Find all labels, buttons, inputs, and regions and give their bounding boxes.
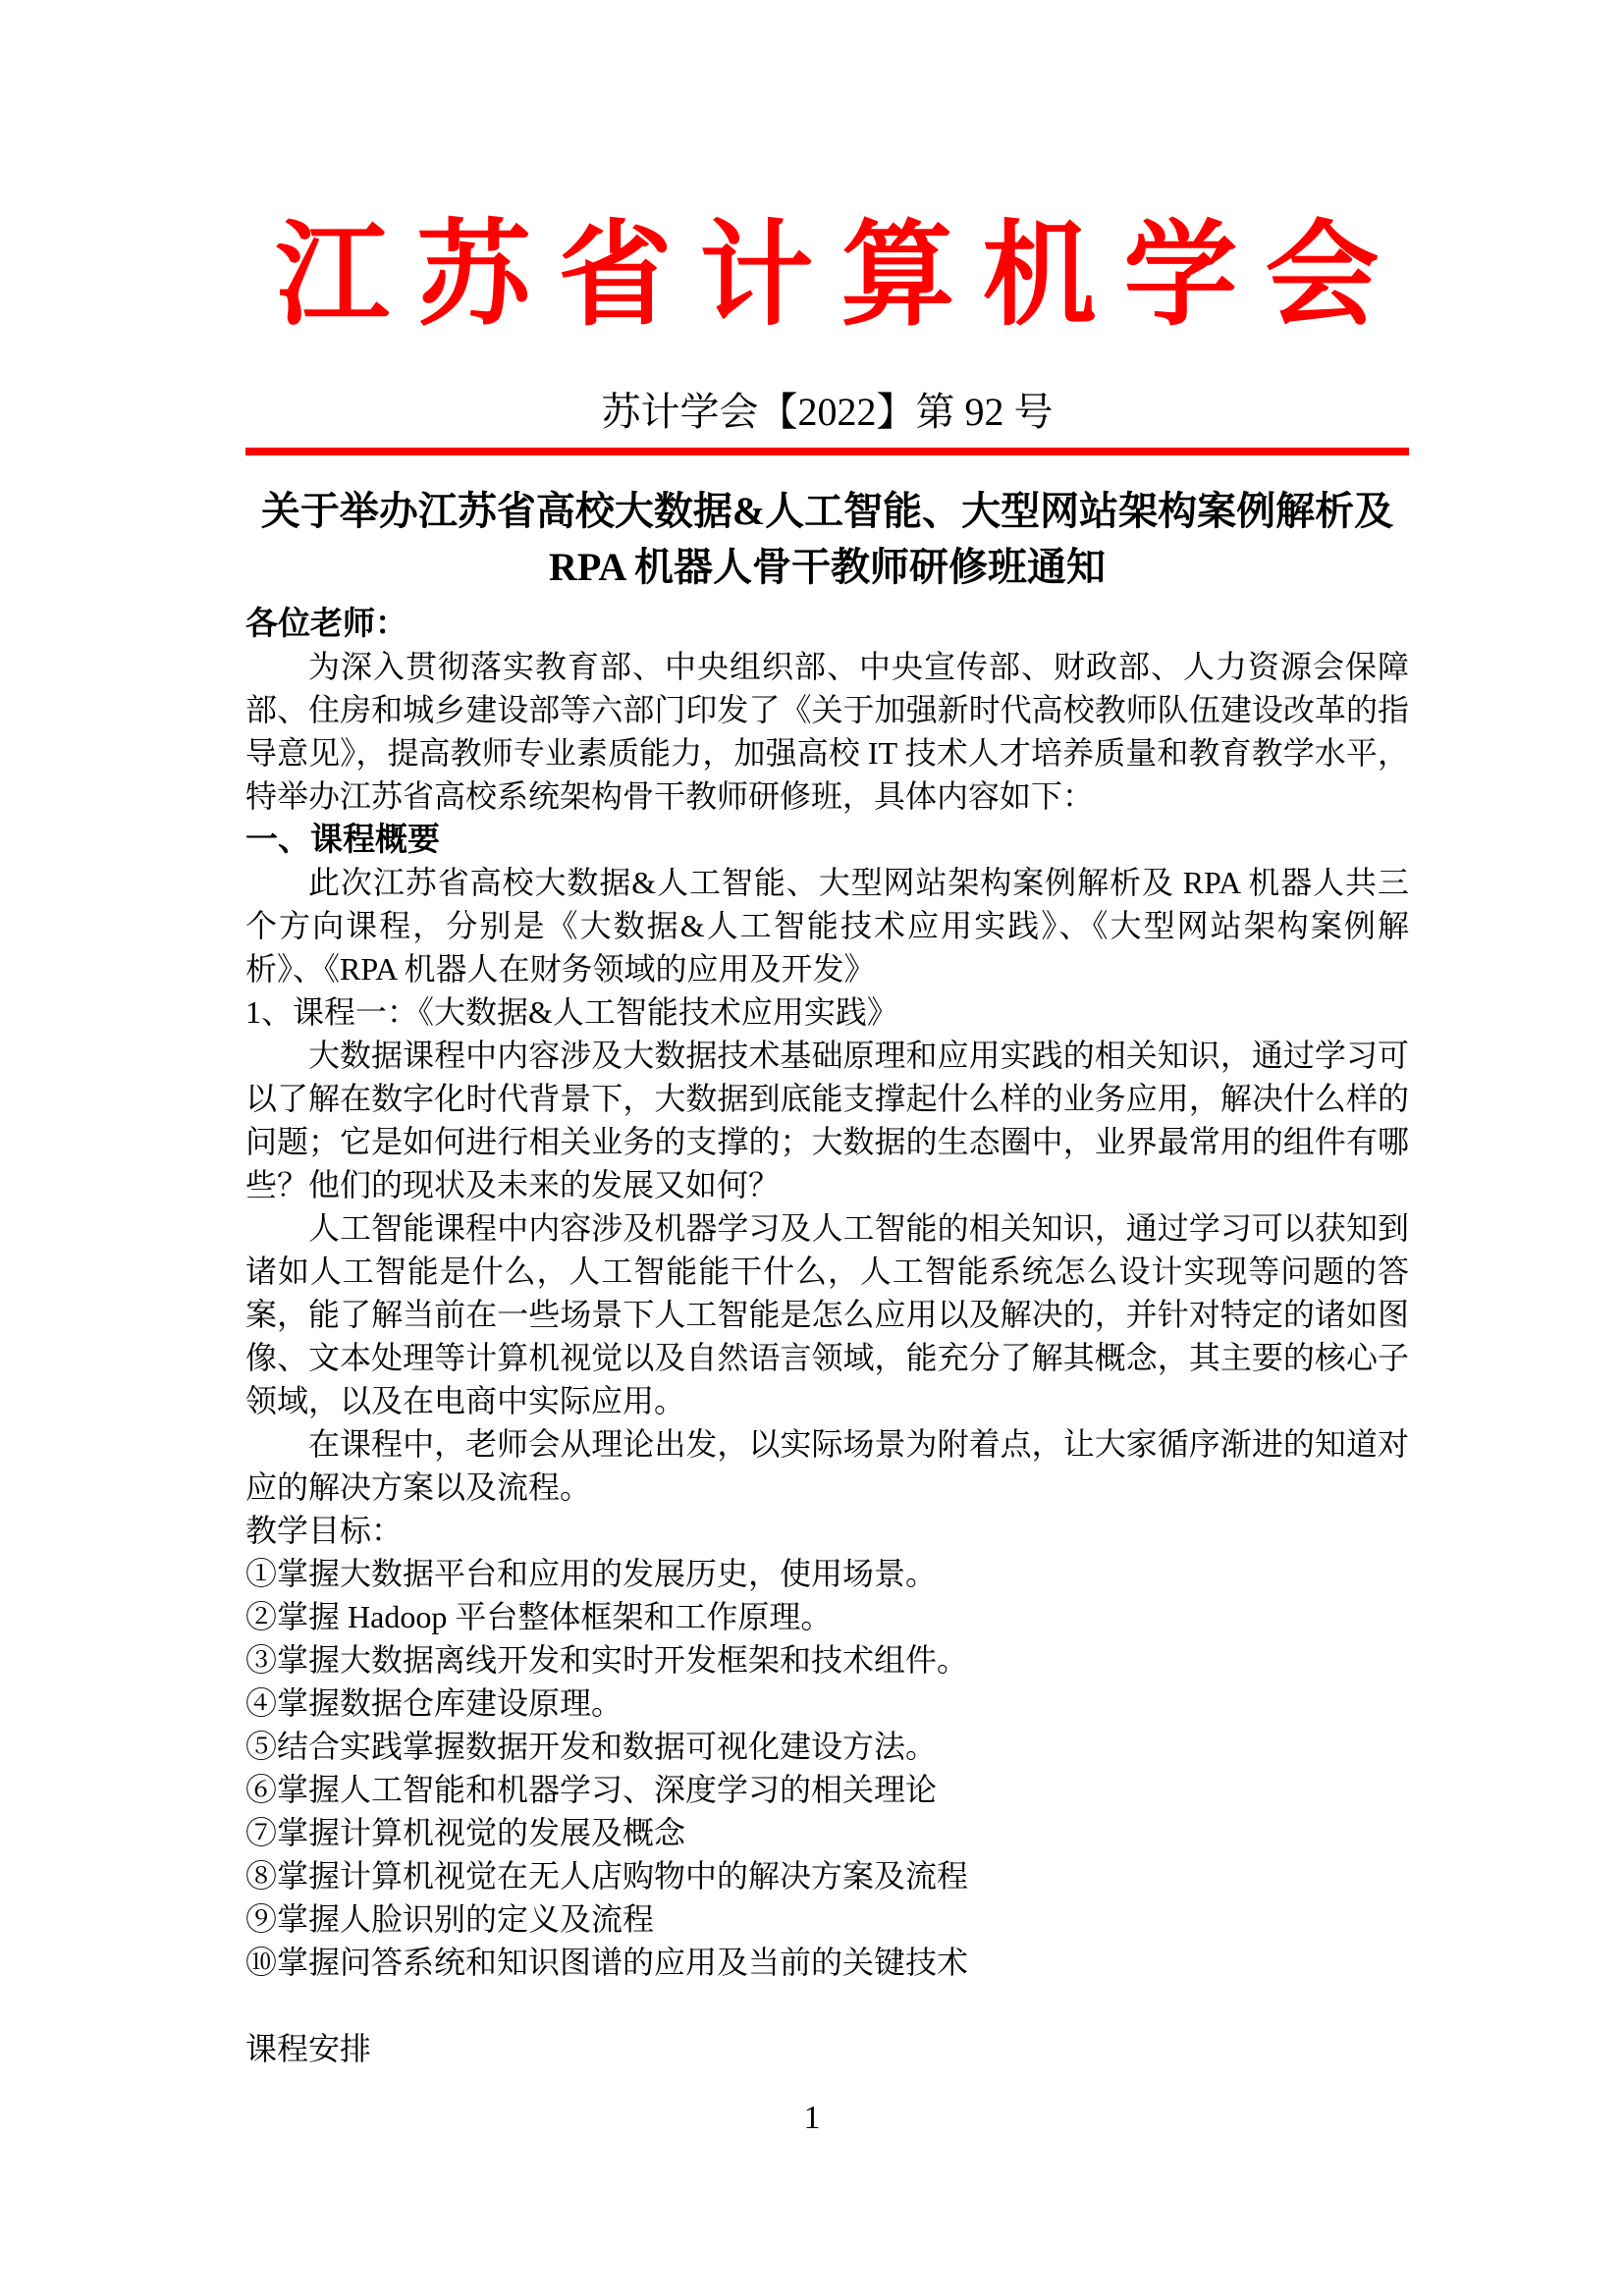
goal-item: ④掌握数据仓库建设原理。	[245, 1685, 623, 1721]
goal-item: ③掌握大数据离线开发和实时开发框架和技术组件。	[245, 1642, 969, 1678]
notice-title-line-1: 关于举办江苏省高校大数据&人工智能、大型网站架构案例解析及	[260, 489, 1394, 533]
ai-paragraph: 人工智能课程中内容涉及机器学习及人工智能的相关知识，通过学习可以获知到诸如人工智能是什么，人工智能能干什么，人工智能系统怎么设计实现等问题的答案，能了解当前在一些场景下人工智能是怎么应用以及解决的，并针对特定的诸如图像、文本处理等计算机视觉以及自然语言领域，能充分了解其概念，其主要的核心子领域，以及在电商中实际应用。	[245, 1210, 1409, 1418]
bigdata-paragraph: 大数据课程中内容涉及大数据技术基础原理和应用实践的相关知识，通过学习可以了解在数字化时代背景下，大数据到底能支撑起什么样的业务应用，解决什么样的问题；它是如何进行相关业务的支撑的；大数据的生态圈中，业界最常用的组件有哪些？他们的现状及未来的发展又如何？	[245, 1038, 1409, 1202]
intro-paragraph: 为深入贯彻落实教育部、中央组织部、中央宣传部、财政部、人力资源会保障部、住房和城乡建设部等六部门印发了《关于加强新时代高校教师队伍建设改革的指导意见》，提高教师专业素质能力，加强高校 IT 技术人才培养质量和教育教学水平，特举办江苏省高校系统架构骨干教师研修班，具体内容如下：	[245, 649, 1409, 814]
doc-number: 苏计学会【2022】第 92 号	[601, 390, 1054, 434]
notice-body	[245, 602, 1409, 2070]
org-title: 江苏省计算机学会	[275, 214, 1407, 340]
salutation: 各位老师：	[245, 605, 407, 641]
teaching-goals-label: 教学目标：	[245, 1513, 404, 1548]
goal-item: ②掌握 Hadoop 平台整体框架和工作原理。	[245, 1599, 833, 1634]
notice-title-line-2: RPA 机器人骨干教师研修班通知	[548, 545, 1107, 589]
method-paragraph: 在课程中，老师会从理论出发，以实际场景为附着点，让大家循序渐进的知道对应的解决方案以及流程。	[245, 1426, 1409, 1505]
course1-label: 1、课程一：《大数据&人工智能技术应用实践》	[245, 994, 898, 1030]
red-divider-rule	[245, 448, 1409, 455]
schedule-label: 课程安排	[245, 2031, 372, 2066]
goal-item: ①掌握大数据平台和应用的发展历史，使用场景。	[245, 1556, 938, 1591]
goal-item: ⑦掌握计算机视觉的发展及概念	[245, 1815, 686, 1850]
section-heading-course-overview: 一、课程概要	[245, 821, 440, 857]
goal-item: ⑩掌握问答系统和知识图谱的应用及当前的关键技术	[245, 1945, 969, 1980]
overview-paragraph: 此次江苏省高校大数据&人工智能、大型网站架构案例解析及 RPA 机器人共三个方向课程，分别是《大数据&人工智能技术应用实践》、《大型网站架构案例解析》、《RPA 机器人在财务领域的应用及开发》	[245, 865, 1409, 987]
goal-item: ⑧掌握计算机视觉在无人店购物中的解决方案及流程	[245, 1858, 969, 1894]
goal-item: ⑤结合实践掌握数据开发和数据可视化建设方法。	[245, 1729, 938, 1764]
page-number: 1	[803, 2100, 821, 2136]
goal-item: ⑨掌握人脸识别的定义及流程	[245, 1901, 655, 1937]
notice-title	[211, 483, 1443, 595]
goal-item: ⑥掌握人工智能和机器学习、深度学习的相关理论	[245, 1772, 938, 1807]
